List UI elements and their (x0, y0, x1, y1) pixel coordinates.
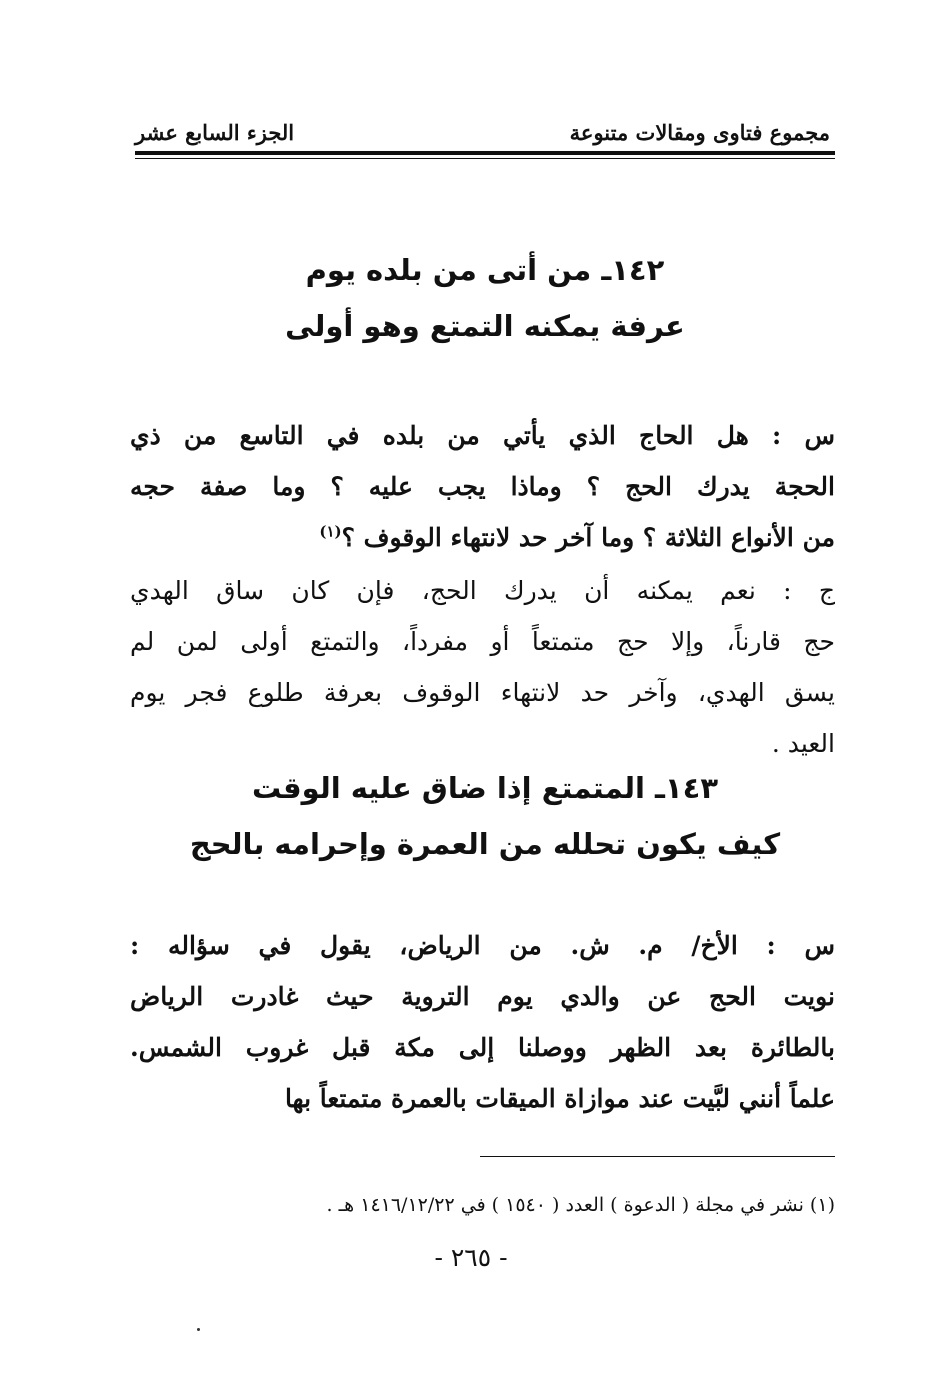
question-line: س : هل الحاج الذي يأتي من بلده في التاسع من ذي (130, 421, 835, 450)
question-line-with-ref (130, 512, 835, 563)
fatwa-143-title-line: كيف يكون تحلله من العمرة وإحرامه بالحج (189, 827, 781, 861)
question-line: من الأنواع الثلاثة ؟ وما آخر حد لانتهاء الوقوف ؟ (341, 523, 835, 552)
fatwa-142-title-line: ١٤٢ـ من أتى من بلده يوم (305, 253, 665, 287)
header-rule-thin (135, 158, 835, 159)
fatwa-142-question (130, 410, 835, 563)
question-line: س : الأخ/ م. ش. من الرياض، يقول في سؤاله : (130, 931, 835, 960)
page-number: - ٢٦٥ - (434, 1243, 508, 1272)
answer-line: يسق الهدي، وآخر حد لانتهاء الوقوف بعرفة طلوع فجر يوم (130, 678, 835, 707)
fatwa-142-title (135, 242, 835, 354)
answer-line: حج قارناً، وإلا حج متمتعاً أو مفرداً، والتمتع أولى لمن لم (130, 627, 835, 656)
fatwa-143-question (130, 920, 835, 1124)
answer-line: العيد . (771, 729, 835, 758)
question-line: علماً أنني لبَّيت عند موازاة الميقات بالعمرة متمتعاً بها (284, 1084, 835, 1113)
question-line: نويت الحج عن والدي يوم التروية حيث غادرت الرياض (130, 982, 835, 1011)
fatwa-143-title (135, 760, 835, 872)
scan-speck (197, 1328, 200, 1331)
footnote-ref: (١) (319, 522, 342, 541)
fatwa-142-title-line: عرفة يمكنه التمتع وهو أولى (285, 309, 685, 343)
header-rule (135, 151, 835, 155)
question-line: بالطائرة بعد الظهر ووصلنا إلى مكة قبل غروب الشمس. (130, 1033, 835, 1062)
footnote-rule (480, 1156, 835, 1157)
answer-line: ج : نعم يمكنه أن يدرك الحج، فإن كان ساق الهدي (130, 576, 835, 605)
fatwa-142-answer (130, 565, 835, 769)
book-title: مجموع فتاوى ومقالات متنوعة (569, 120, 830, 145)
footnote: (١) نشر في مجلة ( الدعوة ) العدد ( ١٥٤٠ ) في ١٤١٦/١٢/٢٢ هـ . (326, 1194, 835, 1216)
question-line: الحجة يدرك الحج ؟ وماذا يجب عليه ؟ وما صفة حجه (130, 472, 835, 501)
fatwa-143-title-line: ١٤٣ـ المتمتع إذا ضاق عليه الوقت (251, 771, 719, 805)
volume-label: الجزء السابع عشر (135, 120, 295, 145)
